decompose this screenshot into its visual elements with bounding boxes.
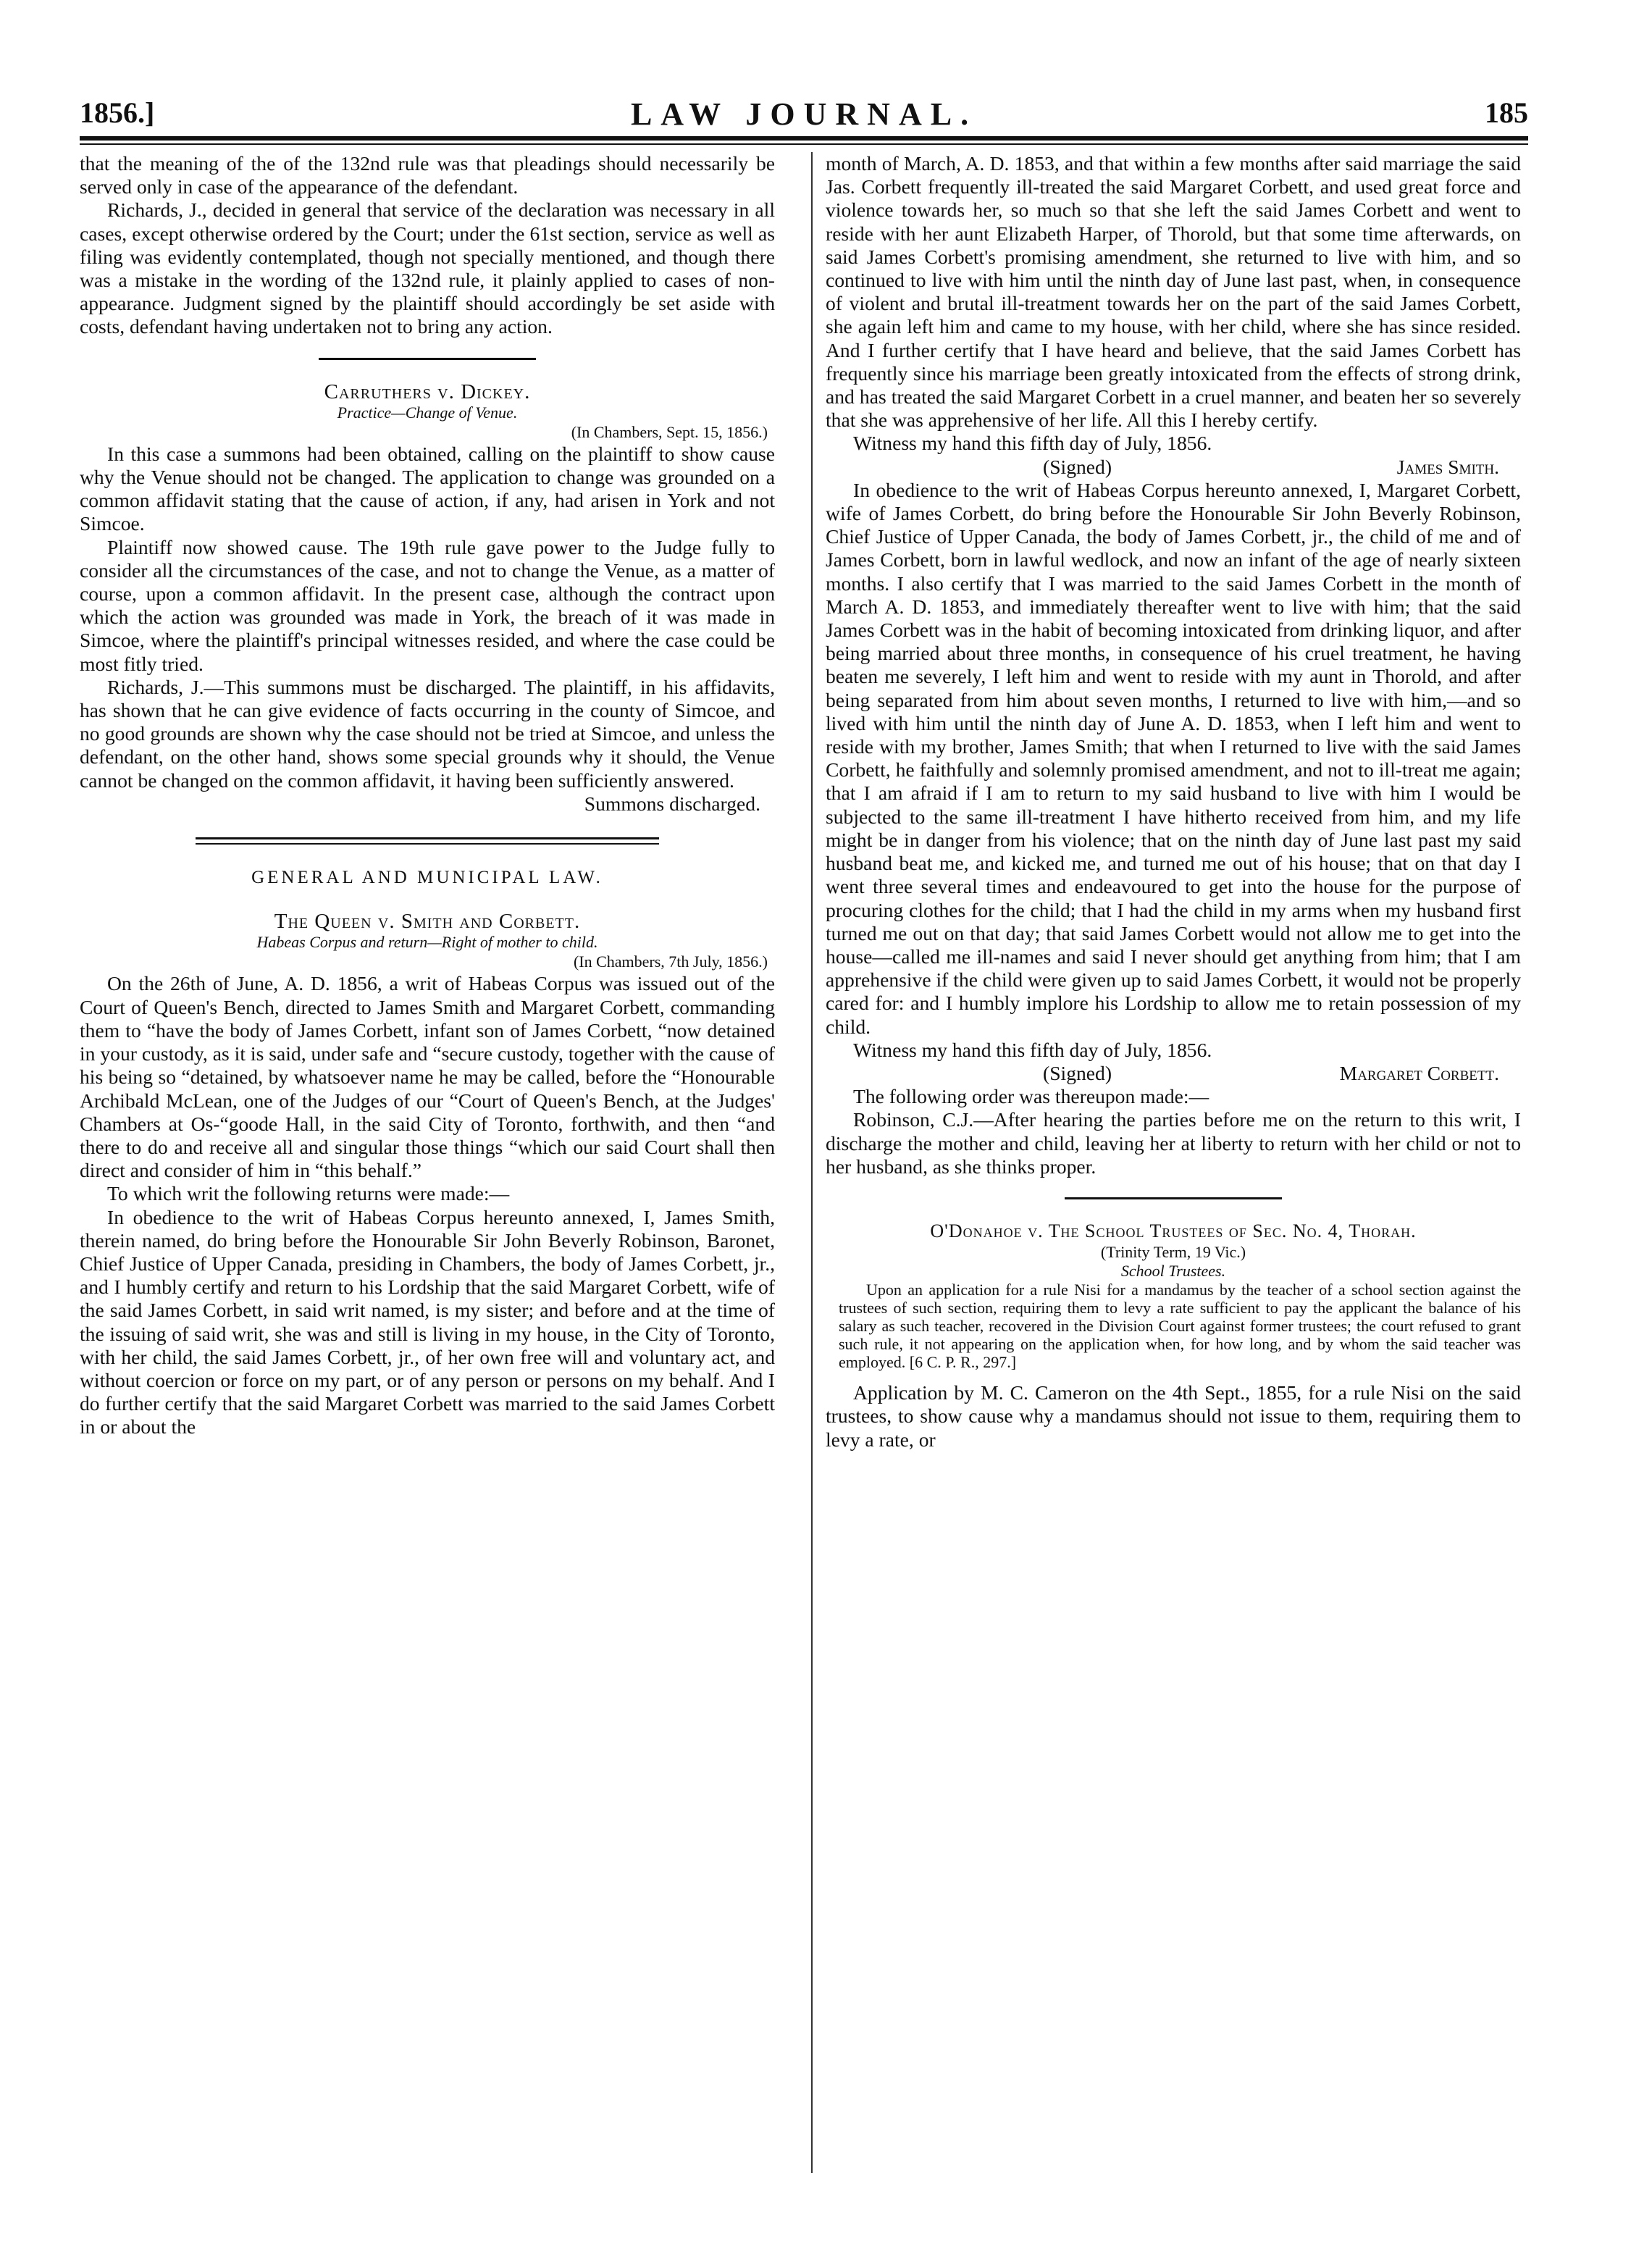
paragraph: In this case a summons had been obtained, calling on the plaintiff to show cause why the Venue should not be changed. The application to change was grounded on a common affidavit stating that the cause of action, if any, had arisen in York and not Simcoe. xyxy=(80,442,775,535)
section-title: GENERAL AND MUNICIPAL LAW. xyxy=(251,868,603,888)
header-rule-thin xyxy=(80,143,1528,145)
paragraph: On the 26th of June, A. D. 1856, a writ of Habeas Corpus was issued out of the Court of Queen's Bench, directed to James Smith and Margaret Corbett, commanding them to “have the body of James Corbett, infant son of James Corbett, “now detained in your custody, as it is said, under safe and “secure custody, together with the cause of his being so “detained, by whatsoever name he may be called, before the “Honourable Archibald McLean, one of the Judges of our “Court of Queen's Bench, at the Judges' Chambers at Os-“goode Hall, in the said City of Toronto, forthwith, and then “and there to do and receive all and singular those things “which our said Court shall then direct and consider of him in “this behalf.” xyxy=(80,972,775,1182)
case-subtitle: Habeas Corpus and return—Right of mother to child. xyxy=(256,933,598,952)
column-divider xyxy=(811,152,813,2173)
page-header xyxy=(80,96,1528,139)
section-divider xyxy=(1065,1197,1282,1199)
paragraph: Robinson, C.J.—After hearing the parties before me on the return to this writ, I discharge the mother and child, leaving her at liberty to return with her child or not to her husband, as she thinks proper. xyxy=(826,1108,1521,1178)
paragraph: In obedience to the writ of Habeas Corpus hereunto annexed, I, James Smith, therein named, do bring before the Honourable Sir John Beverly Robinson, Baronet, Chief Justice of Upper Canada, presiding in Chambers, the body of James Corbett, jr., and I humbly certify and return to his Lordship that the said Margaret Corbett, wife of the said James Corbett, in said writ named, is my sister; and before and at the time of the issuing of said writ, she was and still is living in my house, in the City of Toronto, with her child, the said James Corbett, jr., of her own free will and voluntary act, and without coercion or force on my part, or of any person or persons on my behalf. And I do further certify that the said Margaret Corbett was married to the said James Corbett in or about the xyxy=(80,1205,775,1438)
header-title: LAW JOURNAL. xyxy=(630,96,978,132)
signature-line xyxy=(826,456,1521,479)
right-column xyxy=(826,152,1521,1452)
paragraph: Richards, J.—This summons must be discharged. The plaintiff, in his affidavits, has shown that he can give evidence of facts occurring in the county of Simcoe, and no good grounds are shown why the case should not be tried at Simcoe, and unless the defendant, on the other hand, shows some special grounds why it should, the Venue cannot be changed on the common affidavit, it having been sufficiently answered. xyxy=(80,675,775,792)
case-title: The Queen v. Smith and Corbett. xyxy=(274,910,581,934)
header-year: 1856.] xyxy=(80,96,155,129)
case-subtitle: School Trustees. xyxy=(1120,1262,1226,1281)
case-court: (In Chambers, 7th July, 1856.) xyxy=(573,952,768,971)
paragraph: In obedience to the writ of Habeas Corpus hereunto annexed, I, Margaret Corbett, wife of James Corbett, do bring before the Honourable Sir John Beverly Robinson, Chief Justice of Upper Canada, the body of James Corbett, jr., the child of me and of James Corbett, born in lawful wedlock, and now an infant of the age of nearly sixteen months. I also certify that I was married to the said James Corbett in the month of March A. D. 1853, and immediately thereafter went to live with him; that the said James Corbett was in the habit of becoming intoxicated from drinking liquor, and after being married about three months, in consequence of his cruel treatment, he having beaten me severely, I left him and went to reside with my aunt in Thorold, and after being separated from him about seven months, I returned to live with him,—and so lived with him until the ninth day of June A. D. 1853, when I left him and went to reside with my brother, James Smith; that when I returned to live with the said James Corbett, he faithfully and solemnly promised amendment, and not to ill-treat me again; that I am afraid if I am to return to my said husband to live with him I would be subjected to the same ill-treatment I have hitherto received from him, and my life might be in danger from his violence; that on the ninth day of June last past my said husband beat me, and kicked me, and turned me out of his house; that on that day I went three several times and endeavoured to get into the house for the purpose of procuring clothes for the child; that I had the child in my arms when my husband first turned me out on that day; that said James Corbett would not allow me to get into the house—called me ill-names and said I never should get anything from him; that I am apprehensive if the child were given up to said James Corbett, it would not be properly cared for: and I humbly implore his Lordship to allow me to retain possession of my child. xyxy=(826,478,1521,1038)
case-court: (In Chambers, Sept. 15, 1856.) xyxy=(571,422,768,441)
signed-label: (Signed) xyxy=(1043,1061,1112,1084)
witness-line: Witness my hand this fifth day of July, 1856. xyxy=(853,432,1212,455)
section-divider xyxy=(196,837,659,845)
case-court: (Trinity Term, 19 Vic.) xyxy=(1100,1243,1246,1262)
case-title: Carruthers v. Dickey. xyxy=(324,380,531,403)
case-subtitle: Practice—Change of Venue. xyxy=(337,403,518,422)
paragraph: Application by M. C. Cameron on the 4th Sept., 1855, for a rule Nisi on the said trustees, to show cause why a mandamus should not issue to them, requiring them to levy a rate, or xyxy=(826,1381,1521,1451)
ruling-result: Summons discharged. xyxy=(584,792,760,815)
paragraph: Plaintiff now showed cause. The 19th rule gave power to the Judge fully to consider all the circumstances of the case, and not to change the Venue, as a matter of course, upon a common affidavit. In the present case, although the contract upon which the action was grounded was made in York, the breach of it was made in Simcoe, where the plaintiff's principal witnesses resided, and where the case could be most fitly tried. xyxy=(80,535,775,675)
header-rule-thick xyxy=(80,136,1528,141)
paragraph: The following order was thereupon made:— xyxy=(853,1085,1209,1108)
left-column xyxy=(80,152,775,1439)
section-divider xyxy=(319,358,536,360)
witness-line: Witness my hand this fifth day of July, 1856. xyxy=(853,1038,1212,1061)
headnote: Upon an application for a rule Nisi for a mandamus by the teacher of a school section against the trustees of such section, requiring them to levy a rate sufficient to pay the applicant the balance of his salary as such teacher, recovered in the Division Court against former trustees; the court refused to grant such rule, it not appearing on the application when, for how long, and by whom the said teacher was employed. [6 C. P. R., 297.] xyxy=(839,1281,1521,1372)
signer-name: James Smith. xyxy=(1396,455,1499,478)
paragraph: month of March, A. D. 1853, and that within a few months after said marriage the said Jas. Corbett frequently ill-treated the said Margaret Corbett, and used great force and violence towards her, so much so that she left the said James Corbett and went to reside with her aunt Elizabeth Harper, of Thorold, but that some time afterwards, on said James Corbett's promising amendment, she returned to live with him, and so continued to live with him until the ninth day of June last past, when, in consequence of violent and brutal ill-treatment towards her on the part of the said James Corbett, she again left him and came to my house, with her child, where she has since resided. And I further certify that I have heard and believe, that the said James Corbett has frequently since his marriage been greatly intoxicated from the effects of strong drink, and has treated the said Margaret Corbett in a cruel manner, and beaten her so severely that she was apprehensive of her life. All this I hereby certify. xyxy=(826,152,1521,432)
signed-label: (Signed) xyxy=(1043,455,1112,478)
signer-name: Margaret Corbett. xyxy=(1339,1061,1499,1084)
paragraph: Richards, J., decided in general that service of the declaration was necessary in all cases, except otherwise ordered by the Court; under the 61st section, service as well as filing was evidently contemplated, though not specially mentioned, and though there was a mistake in the wording of the 132nd rule, it plainly applied to cases of non-appearance. Judgment signed by the plaintiff should accordingly be set aside with costs, defendant having undertaken not to bring any action. xyxy=(80,198,775,338)
page-number: 185 xyxy=(1485,96,1528,129)
paragraph: To which writ the following returns were made:— xyxy=(107,1182,510,1205)
case-title: O'Donahoe v. The School Trustees of Sec. No. 4, Thorah. xyxy=(930,1220,1417,1241)
signature-line xyxy=(826,1062,1521,1085)
paragraph: that the meaning of the of the 132nd rule was that pleadings should necessarily be served only in case of the appearance of the defendant. xyxy=(80,152,775,198)
